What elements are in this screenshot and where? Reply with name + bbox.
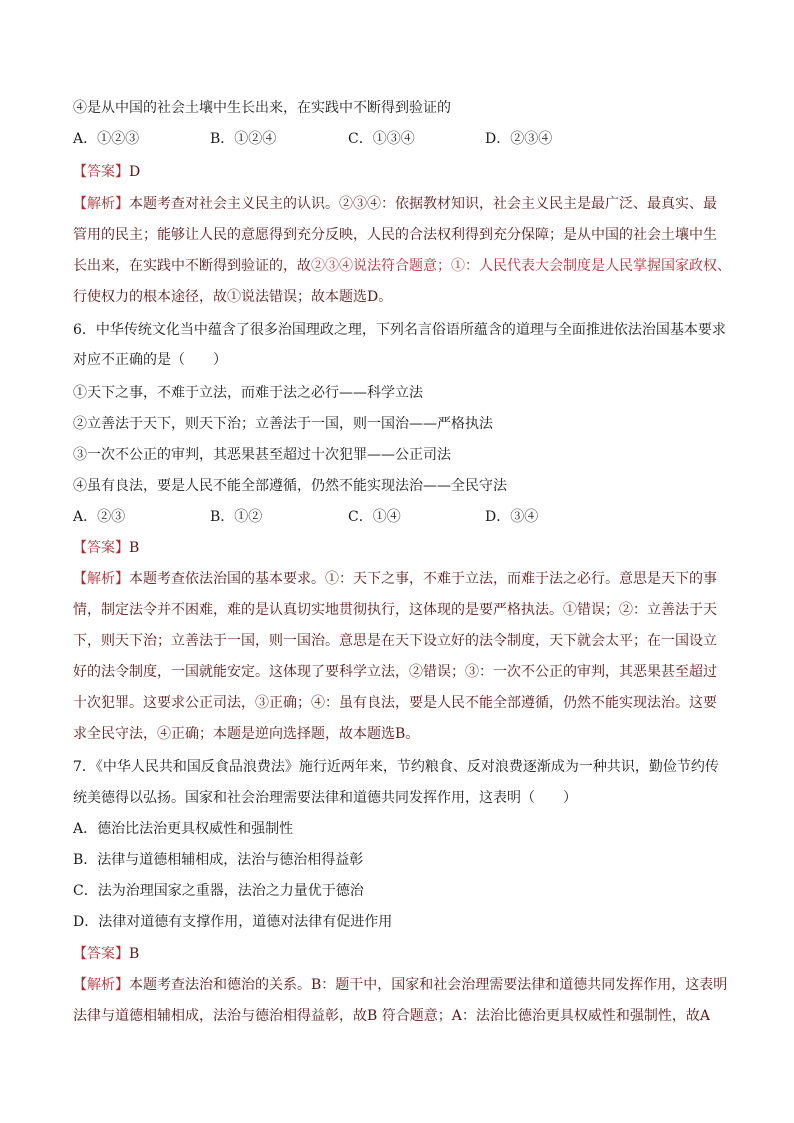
answer-value: B [129, 540, 140, 556]
analysis-tag: 【解析】 [73, 196, 129, 212]
q6-analysis-line-5: 十次犯罪。这要求公正司法，③正确；④：虽有良法，要是人民不能全部遵循，仍然不能实现法治。这要 [73, 695, 717, 711]
q6-analysis-line-2: 情，制定法令并不困难，难的是认真切实地贯彻执行，这体现的是要严格执法。①错误；②：立善法于天 [73, 602, 717, 618]
q7-option-b: B．法律与道德相辅相成，法治与德治相得益彰 [73, 852, 364, 868]
q6-stem-line-2: 对应不正确的是（ ） [73, 352, 227, 368]
q5-statement-4: ④是从中国的社会土壤中生长出来，在实践中不断得到验证的 [73, 100, 451, 116]
q6-analysis-line-3: 下，则天下治；立善法于一国，则一国治。意思是在天下设立好的法令制度，天下就会太平；在一国设立 [73, 633, 717, 649]
q6-statement-4: ④虽有良法，要是人民不能全部遵循，仍然不能实现法治——全民守法 [73, 478, 507, 494]
q7-option-c: C．法为治理国家之重器，法治之力量优于德治 [73, 883, 364, 899]
analysis-tag: 【解析】 [73, 571, 129, 587]
q5-analysis-line-3 [73, 256, 731, 276]
answer-tag: 【答案】 [73, 164, 129, 180]
q6-statement-3: ③一次不公正的审判，其恶果甚至超过十次犯罪——公正司法 [73, 447, 451, 463]
analysis-text: 本题考查法治和德治的关系。B：题干中，国家和社会治理需要法律和道德共同发挥作用，这表明 [129, 977, 728, 993]
q6-analysis-line-4: 好的法令制度，一国就能安定。这体现了要科学立法，②错误；③：一次不公正的审判，其恶果甚至超过 [73, 664, 717, 680]
q7-answer [73, 944, 139, 964]
q6-stem-line-1: 6．中华传统文化当中蕴含了很多治国理政之理，下列名言俗语所蕴含的道理与全面推进依法治国基本要求 [73, 322, 726, 338]
analysis-text: 本题考查对社会主义民主的认识。②③④：依据教材知识，社会主义民主是最广泛、最真实、最 [129, 196, 717, 212]
q5-analysis-line-2: 管用的民主；能够让人民的意愿得到充分反映，人民的合法权利得到充分保障；是从中国的社会土壤中生 [73, 227, 717, 243]
q7-option-a: A．德治比法治更具权威性和强制性 [73, 821, 294, 837]
q6-analysis-line-1 [73, 569, 717, 589]
q7-option-d: D．法律对道德有支撑作用，道德对法律有促进作用 [73, 914, 393, 930]
q5-option-c: C．①③④ [348, 131, 415, 147]
analysis-tag: 【解析】 [73, 977, 129, 993]
q6-analysis-line-6: 求全民守法，④正确；本题是逆向选择题，故本题选B。 [73, 726, 420, 742]
q6-option-b: B．①② [210, 509, 263, 525]
analysis-text: 本题考查依法治国的基本要求。①：天下之事，不难于立法，而难于法之必行。意思是天下的事 [129, 571, 717, 587]
q6-answer [73, 538, 139, 558]
q7-analysis-line-2: 法律与道德相辅相成，法治与德治相得益彰，故B 符合题意；A：法治比德治更具权威性和强制性，故A [73, 1008, 710, 1024]
analysis-text-red: ②③④说法符合题意；①：人民代表大会制度是人民掌握国家政权、 [311, 258, 731, 274]
q6-statement-2: ②立善法于天下，则天下治；立善法于一国，则一国治——严格执法 [73, 416, 493, 432]
q6-option-a: A．②③ [73, 509, 126, 525]
answer-tag: 【答案】 [73, 946, 129, 962]
q5-analysis-line-4: 行使权力的根本途径，故①说法错误；故本题选D。 [73, 289, 393, 305]
q7-stem-line-2: 统美德得以弘扬。国家和社会治理需要法律和道德共同发挥作用，这表明（ ） [73, 790, 577, 806]
answer-value: B [129, 946, 140, 962]
q6-option-c: C．①④ [348, 509, 401, 525]
analysis-text: 长出来，在实践中不断得到验证的，故 [73, 258, 311, 274]
q5-option-d: D．②③④ [485, 131, 553, 147]
q7-stem-line-1: 7．《中华人民共和国反食品浪费法》施行近两年来，节约粮食、反对浪费逐渐成为一种共识，勤俭节约传 [73, 759, 719, 775]
q5-option-a: A．①②③ [73, 131, 140, 147]
q5-option-b: B．①②④ [210, 131, 277, 147]
answer-value: D [129, 164, 141, 180]
q5-answer [73, 162, 140, 182]
q6-option-d: D．③④ [485, 509, 539, 525]
q7-analysis-line-1 [73, 975, 727, 995]
answer-tag: 【答案】 [73, 540, 129, 556]
q6-statement-1: ①天下之事，不难于立法，而难于法之必行——科学立法 [73, 385, 423, 401]
q5-analysis-line-1 [73, 194, 717, 214]
